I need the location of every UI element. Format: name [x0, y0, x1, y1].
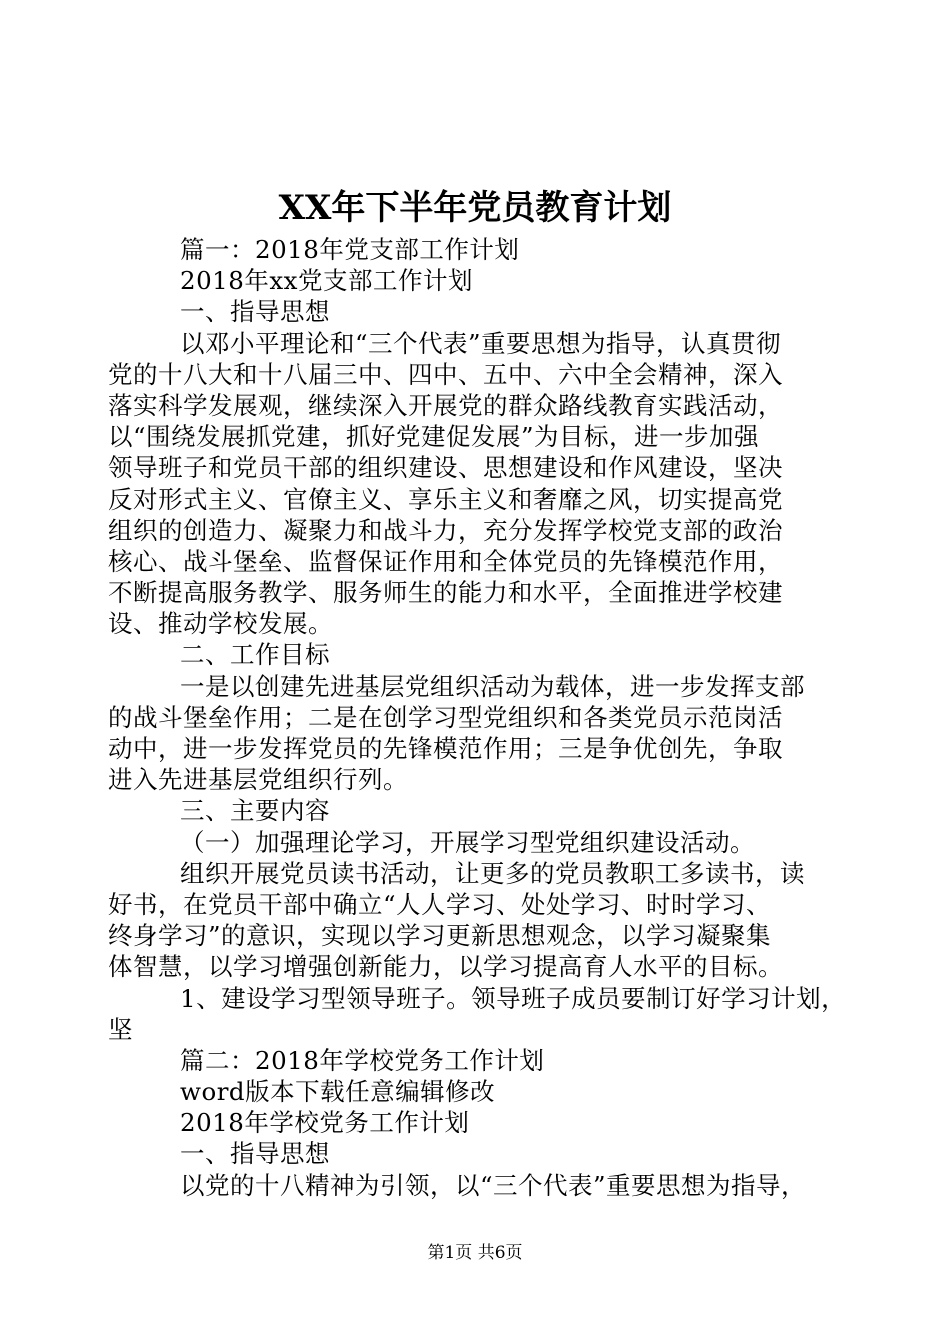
- text-line: 三、主要内容: [180, 796, 330, 826]
- text-line: 进入先进基层党组织行列。: [108, 765, 408, 795]
- document-body: [108, 234, 847, 1201]
- text-line: 2018年学校党务工作计划: [180, 1108, 470, 1138]
- text-line: 落实科学发展观，继续深入开展党的群众路线教育实践活动，: [108, 390, 783, 420]
- text-line: 一、指导思想: [180, 297, 330, 327]
- text-line: 党的十八大和十八届三中、四中、五中、六中全会精神，深入: [108, 359, 783, 389]
- text-line: 好书，在党员干部中确立“人人学习、处处学习、时时学习、: [108, 889, 772, 919]
- text-line: 以邓小平理论和“三个代表”重要思想为指导，认真贯彻: [180, 328, 782, 358]
- text-line: 的战斗堡垒作用；二是在创学习型党组织和各类党员示范岗活: [108, 702, 783, 732]
- text-line: 领导班子和党员干部的组织建设、思想建设和作风建设，坚决: [108, 453, 783, 483]
- text-line: 核心、战斗堡垒、监督保证作用和全体党员的先锋模范作用，: [108, 546, 783, 576]
- text-line: 二、工作目标: [180, 640, 330, 670]
- text-line: 设、推动学校发展。: [108, 609, 333, 639]
- text-line: 以“围绕发展抓党建，抓好党建促发展”为目标，进一步加强: [108, 422, 760, 452]
- text-line: 动中，进一步发挥党员的先锋模范作用；三是争优创先，争取: [108, 734, 783, 763]
- text-line: 一、指导思想: [180, 1139, 330, 1169]
- text-line: 篇二：2018年学校党务工作计划: [180, 1045, 545, 1075]
- text-line: 体智慧，以学习增强创新能力，以学习提高育人水平的目标。: [108, 952, 783, 982]
- text-line: （一）加强理论学习，开展学习型党组织建设活动。: [180, 827, 755, 857]
- document-title: XX年下半年党员教育计划: [278, 188, 672, 228]
- text-line: 不断提高服务教学、服务师生的能力和水平，全面推进学校建: [108, 578, 783, 608]
- text-line: 终身学习”的意识，实现以学习更新思想观念，以学习凝聚集: [108, 921, 772, 951]
- text-line: 组织的创造力、凝聚力和战斗力，充分发挥学校党支部的政治: [108, 515, 783, 545]
- text-line: 组织开展党员读书活动，让更多的党员教职工多读书，读: [180, 858, 805, 888]
- text-line: 以党的十八精神为引领，以“三个代表”重要思想为指导，: [180, 1170, 807, 1200]
- text-line: 坚: [108, 1014, 133, 1044]
- text-line: 1、建设学习型领导班子。领导班子成员要制订好学习计划，: [180, 983, 847, 1013]
- text-line: 2018年xx党支部工作计划: [180, 266, 473, 296]
- text-line: 反对形式主义、官僚主义、享乐主义和奢靡之风，切实提高党: [108, 484, 783, 514]
- text-line: 一是以创建先进基层党组织活动为载体，进一步发挥支部: [180, 671, 805, 701]
- text-line: word版本下载任意编辑修改: [180, 1077, 496, 1107]
- page-indicator: 第1页 共6页: [427, 1243, 523, 1263]
- text-line: 篇一：2018年党支部工作计划: [180, 235, 520, 264]
